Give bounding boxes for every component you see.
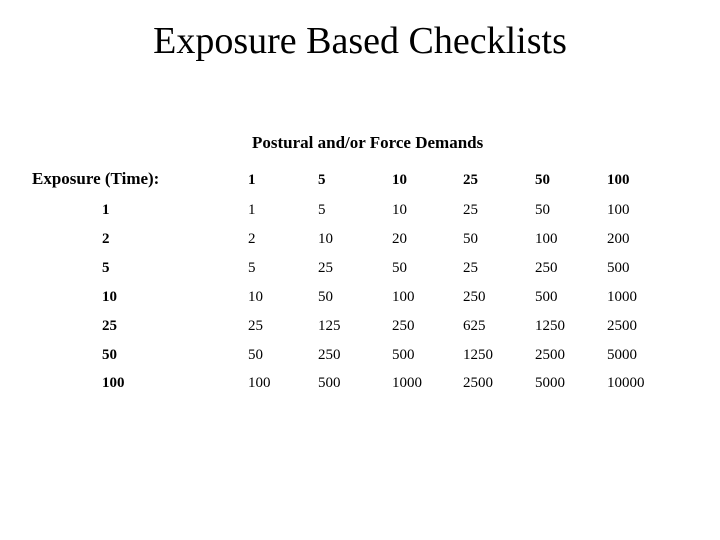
table-cell: 50	[392, 260, 407, 276]
table-cell: 2500	[535, 347, 565, 363]
table-cell: 5	[248, 260, 256, 276]
table-cell: 10	[318, 231, 333, 247]
table-cell: 500	[392, 347, 415, 363]
table-cell: 100	[392, 289, 415, 305]
table-cell: 25	[318, 260, 333, 276]
table-cell: 250	[535, 260, 558, 276]
row-label: 2	[102, 231, 110, 247]
table-cell: 625	[463, 318, 486, 334]
table-cell: 50	[463, 231, 478, 247]
column-header: 25	[463, 172, 478, 188]
table-cell: 50	[248, 347, 263, 363]
table-cell: 1250	[535, 318, 565, 334]
table-cell: 500	[535, 289, 558, 305]
table-cell: 125	[318, 318, 341, 334]
table-cell: 2	[248, 231, 256, 247]
table-cell: 100	[248, 375, 271, 391]
table-cell: 1000	[607, 289, 637, 305]
table-cell: 250	[392, 318, 415, 334]
row-label: 50	[102, 347, 117, 363]
column-header: 5	[318, 172, 326, 188]
table-cell: 100	[607, 202, 630, 218]
table-cell: 10	[248, 289, 263, 305]
table-cell: 20	[392, 231, 407, 247]
table-cell: 250	[318, 347, 341, 363]
table-cell: 500	[318, 375, 341, 391]
table-cell: 500	[607, 260, 630, 276]
column-header: 50	[535, 172, 550, 188]
table-cell: 200	[607, 231, 630, 247]
table-cell: 1000	[392, 375, 422, 391]
row-label: 10	[102, 289, 117, 305]
table-cell: 5000	[535, 375, 565, 391]
table-cell: 25	[248, 318, 263, 334]
table-cell: 1	[248, 202, 256, 218]
table-cell: 50	[535, 202, 550, 218]
row-label: 1	[102, 202, 110, 218]
table-cell: 5	[318, 202, 326, 218]
table-cell: 1250	[463, 347, 493, 363]
table-cell: 2500	[463, 375, 493, 391]
table-cell: 5000	[607, 347, 637, 363]
row-label: 100	[102, 375, 125, 391]
row-label: 25	[102, 318, 117, 334]
table-cell: 10	[392, 202, 407, 218]
column-header: 1	[248, 172, 256, 188]
row-header-label: Exposure (Time):	[32, 169, 160, 188]
row-label: 5	[102, 260, 110, 276]
table-cell: 50	[318, 289, 333, 305]
table-cell: 2500	[607, 318, 637, 334]
column-header: 10	[392, 172, 407, 188]
table-cell: 25	[463, 260, 478, 276]
column-header: 100	[607, 172, 630, 188]
slide-title: Exposure Based Checklists	[153, 20, 567, 62]
table-heading: Postural and/or Force Demands	[252, 133, 484, 152]
table-cell: 100	[535, 231, 558, 247]
table-cell: 250	[463, 289, 486, 305]
table-cell: 10000	[607, 375, 645, 391]
table-cell: 25	[463, 202, 478, 218]
